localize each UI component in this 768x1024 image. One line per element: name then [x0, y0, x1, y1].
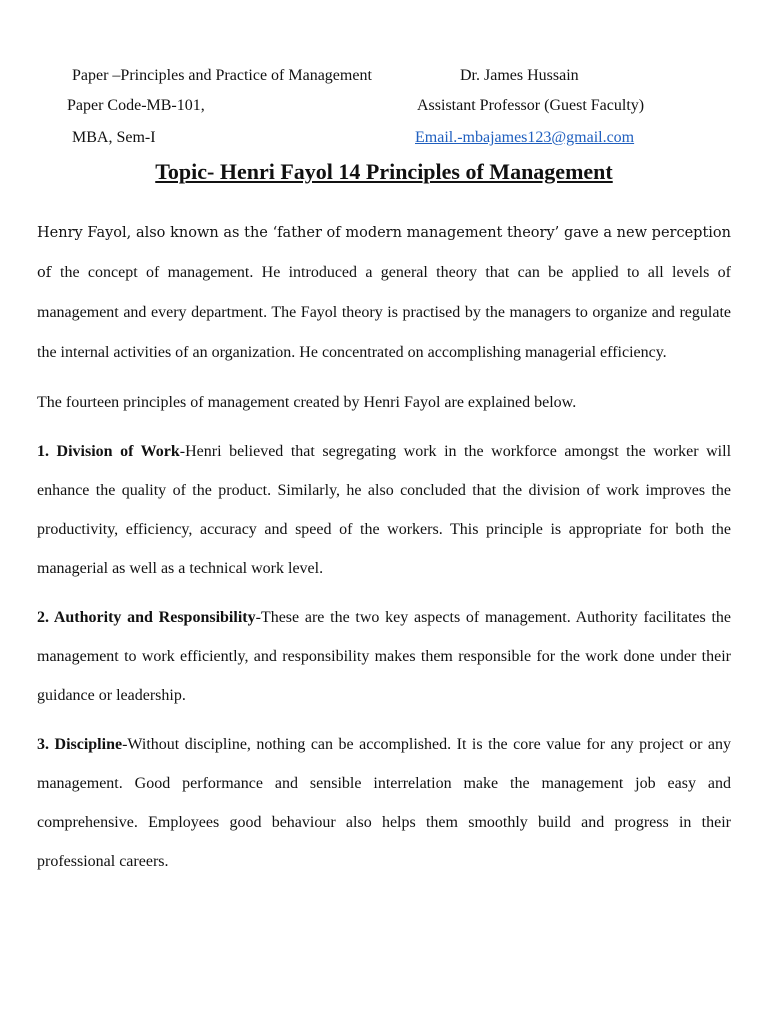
principle-paragraph [37, 432, 731, 588]
page-title: Topic- Henri Fayol 14 Principles of Management [155, 159, 613, 184]
principle-heading: 1. Division of Work [37, 443, 180, 460]
paper-title: Paper –Principles and Practice of Management [72, 67, 372, 84]
course-name: MBA, Sem-I [72, 129, 156, 146]
overview-paragraph: The fourteen principles of management created by Henri Fayol are explained below. [37, 394, 577, 411]
principle-paragraph [37, 725, 731, 881]
intro-paragraph [37, 214, 731, 373]
author-position: Assistant Professor (Guest Faculty) [417, 97, 645, 114]
principle-heading: 3. Discipline [37, 736, 123, 753]
paper-code: Paper Code-MB-101, [67, 97, 205, 114]
author-email-link[interactable]: Email.-mbajames123@gmail.com [415, 129, 635, 146]
principle-heading: 2. Authority and Responsibility [37, 609, 256, 626]
intro-lead: Henry Fayol, also known as the ‘father of modern management theory’ gave a new perception of [37, 225, 731, 281]
intro-rest: the concept of management. He introduced a general theory that can be applied to all levels of management and every department. The Fayol theory is practised by the managers to organize and regulate the internal activities of an organization. He concentrated on accomplishing managerial efficiency. [37, 264, 731, 361]
principle-paragraph [37, 598, 731, 715]
principle-text: -These are the two key aspects of management. Authority facilitates the management to work efficiently, and responsibility makes them responsible for the work done under their guidance or leadership. [37, 609, 731, 704]
author-name: Dr. James Hussain [460, 67, 579, 84]
document-body [37, 214, 731, 891]
principle-text: -Henri believed that segregating work in the workforce amongst the worker will enhance the quality of the product. Similarly, he also concluded that the division of work improves the productivity, efficiency, accuracy and speed of the workers. This principle is appropriate for both the managerial as well as a technical work level. [37, 443, 732, 577]
principle-text: -Without discipline, nothing can be accomplished. It is the core value for any project or any management. Good performance and sensible interrelation make the management job easy and comprehensive. Employees good behaviour also helps them smoothly build and progress in their professional careers. [37, 736, 732, 870]
